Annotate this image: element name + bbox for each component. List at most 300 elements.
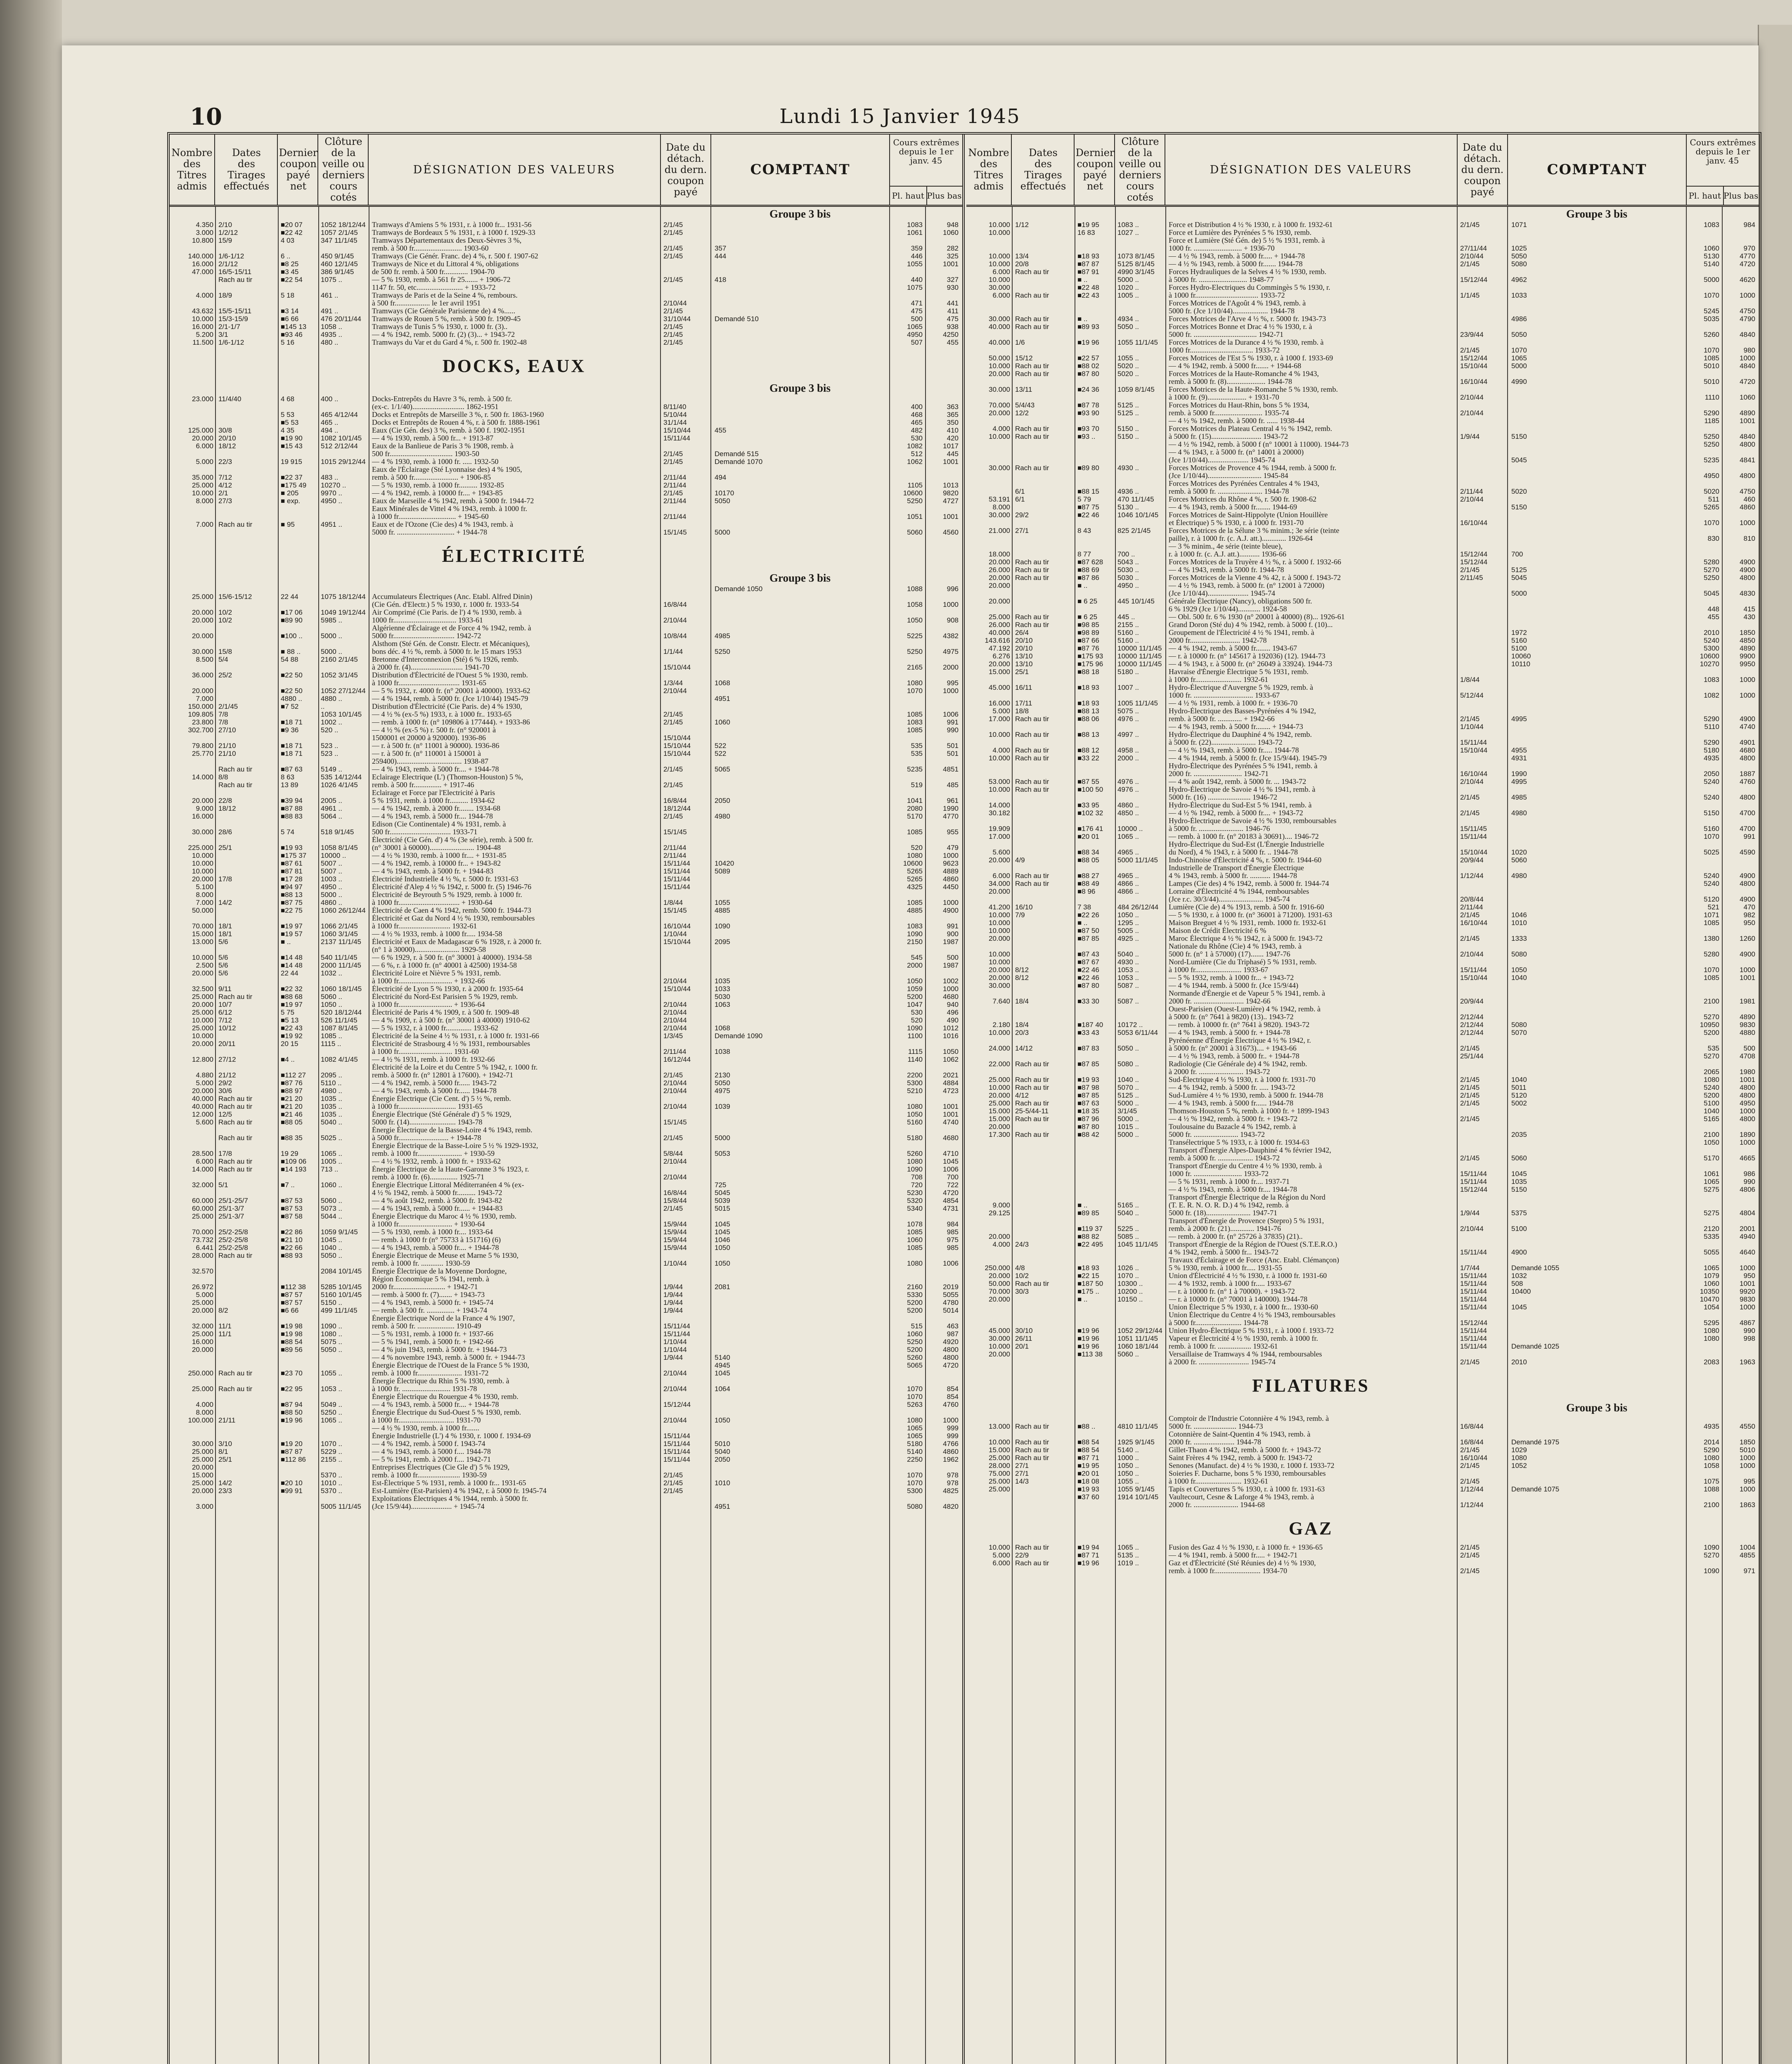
coupon-detach-date: 1/9/44 (663, 1291, 683, 1299)
year-high: 5225 (907, 632, 923, 640)
table-row (966, 440, 1759, 448)
comptant-price: 5011 (1511, 1084, 1527, 1091)
last-coupon: ■21 20 (281, 1095, 303, 1103)
table-row (966, 1037, 1759, 1044)
security-designation: (Jce 1/10/44)...................... 1945-74 (1169, 589, 1275, 597)
previous-close: 1053 .. (1117, 974, 1139, 982)
titres-count: 7.000 (196, 695, 213, 703)
security-designation: Tapis et Couvertures 5 % 1930, r. à 1000 fr. 1931-63 (1169, 1485, 1325, 1493)
titres-count: 26.972 (192, 1283, 213, 1291)
draw-dates: 17/8 (218, 875, 232, 883)
year-high: 530 (911, 434, 923, 442)
coupon-detach-date: 2/1/45 (1460, 221, 1480, 229)
group-label: Groupe 3 bis (1566, 208, 1628, 220)
security-designation: Versaillaise de Tramways 4 % 1944, remboursables (1169, 1350, 1322, 1358)
security-designation: Force et Distribution 4 ½ % 1930, r. à 1000 fr. 1932-61 (1169, 221, 1333, 229)
security-designation: à 1000 fr. (9)..................... + 1931-70 (1169, 393, 1279, 401)
year-low: 700 (947, 1173, 959, 1181)
year-low: 854 (947, 1385, 959, 1393)
security-designation: Groupement de l'Électricité 4 ½ % 1941, remb. à (1169, 629, 1314, 637)
year-low: 4890 (1740, 644, 1755, 652)
last-coupon: ■88 34 (1077, 848, 1099, 856)
security-designation: Forces Motrices de Provence 4 % 1944, remb. à 5000 fr. (1169, 464, 1337, 472)
year-high: 1082 (1704, 691, 1719, 699)
table-row (170, 1361, 962, 1369)
table-row (170, 395, 962, 403)
year-low: 4665 (1740, 1154, 1755, 1162)
previous-close: 445 .. (1117, 613, 1135, 621)
table-row (170, 844, 962, 852)
year-high: 5160 (907, 1118, 923, 1126)
year-high: 5100 (1704, 1099, 1719, 1107)
year-high: 708 (911, 1173, 923, 1181)
year-low: 4560 (943, 528, 959, 536)
comptant-price: 1010 (715, 1479, 730, 1487)
table-row (170, 1252, 962, 1259)
draw-dates: 21/11 (218, 1416, 236, 1424)
year-high: 5170 (907, 812, 923, 820)
group-label: Groupe 3 bis (769, 572, 831, 584)
table-row (170, 1259, 962, 1267)
year-low: 996 (947, 585, 959, 593)
last-coupon: ■87 88 (281, 805, 303, 812)
year-low: 350 (947, 419, 959, 426)
year-low: 5014 (943, 1307, 959, 1314)
comptant-price: 1068 (715, 1024, 730, 1032)
security-designation: Alsthom (Sté Gén. de Constr. Electr. et Mécaniques), (372, 640, 530, 648)
year-low: 2001 (1740, 1225, 1755, 1233)
comptant-price: 2130 (715, 1071, 730, 1079)
titres-count: 70.000 (192, 922, 213, 930)
table-row (170, 1032, 962, 1040)
table-row (966, 307, 1759, 315)
coupon-detach-date: 2/10/44 (1460, 393, 1484, 401)
last-coupon: ■ 205 (281, 489, 299, 497)
coupon-detach-date: 15/11/44 (1460, 1272, 1487, 1280)
titres-count: 30.000 (989, 511, 1010, 519)
titres-count: 47.192 (989, 644, 1010, 652)
last-coupon: ■18 93 (1077, 699, 1099, 707)
last-coupon: ■87 67 (1077, 958, 1099, 966)
security-designation: (Cie Gén. d'Electr.) 5 % 1930, r. 1000 fr. 1933-54 (372, 601, 519, 608)
security-designation: Électricité de Lyon 5 % 1930, r. à 2000 fr. 1935-64 (372, 985, 523, 993)
table-row (966, 1327, 1759, 1335)
last-coupon: ■88 97 (281, 1087, 303, 1095)
coupon-detach-date: 2/10/44 (663, 1103, 687, 1110)
security-designation: Énergie Électrique de la Basse-Loire 4 % 1943, remb. (372, 1126, 533, 1134)
coupon-detach-date: 2/1/45 (1460, 1044, 1480, 1052)
security-designation: — 4 ½ % 1942, remb. à 5000 fr. ...... 1938-44 (1169, 417, 1304, 425)
security-designation: 1000 fr. .......................... + 1936-70 (1169, 244, 1275, 252)
last-coupon: ■175 93 (1077, 652, 1103, 660)
column-header-tirages: Dates des Tirages effectués (1013, 135, 1075, 205)
year-low: 1001 (943, 260, 959, 268)
security-designation: à 1000 fr............................ 1932-61 (372, 922, 477, 930)
titres-count: 10.000 (192, 867, 213, 875)
year-high: 1078 (907, 1220, 923, 1228)
previous-close: 5225 .. (1117, 1225, 1139, 1233)
previous-close: 465 .. (321, 419, 339, 426)
titres-count: 30.000 (989, 386, 1010, 393)
draw-dates: Rach au tir (1015, 362, 1049, 370)
table-row (966, 589, 1759, 597)
column-header-nombre: Nombre des Titres admis (170, 135, 215, 205)
table-row (170, 221, 962, 229)
titres-count: 20.000 (989, 856, 1010, 864)
last-coupon: ■ exp. (281, 497, 301, 505)
draw-dates: 14/2 (218, 1479, 232, 1487)
table-row (966, 495, 1759, 503)
previous-close: 1040 .. (321, 1244, 342, 1252)
last-coupon: ■88 68 (281, 993, 303, 1001)
table-row (966, 644, 1759, 652)
security-designation: Force et Lumière (Sté Gén. de) 5 ½ % 1931, remb. à (1169, 237, 1325, 244)
year-high: 1080 (907, 679, 923, 687)
titres-count: 75.000 (989, 1470, 1010, 1477)
security-designation: 5000 fr. (Jce 1/10/44)................... 1944-78 (1169, 307, 1295, 315)
coupon-detach-date: 1/1/44 (663, 648, 683, 656)
coupon-detach-date: 2/1/45 (1460, 1076, 1480, 1084)
year-low: 930 (947, 284, 959, 291)
titres-count: 41.200 (989, 903, 1010, 911)
last-coupon: ■89 56 (281, 1346, 303, 1354)
table-row (170, 1495, 962, 1503)
security-designation: Lumière (Cie de) 4 % 1913, remb. à 500 fr. 1916-60 (1169, 903, 1324, 911)
comptant-price: 5002 (1511, 1099, 1527, 1107)
coupon-detach-date: 1/10/44 (663, 1346, 687, 1354)
year-low: 1000 (943, 899, 959, 907)
previous-close: 1090 .. (321, 1322, 342, 1330)
table-row (170, 703, 962, 710)
previous-close: 4950 .. (321, 497, 342, 505)
previous-close: 5053 6/11/44 (1117, 1029, 1158, 1037)
last-coupon: ■87 53 (281, 1205, 303, 1212)
year-low: 4382 (943, 632, 959, 640)
last-coupon: ■ 6 25 (1077, 597, 1098, 605)
draw-dates: 14/2 (218, 899, 232, 907)
titres-count: 60.000 (192, 1205, 213, 1212)
titres-count: 43.632 (192, 307, 213, 315)
year-low: 854 (947, 1393, 959, 1401)
year-high: 1080 (907, 852, 923, 859)
titres-count: 25.000 (192, 1448, 213, 1456)
year-high: 5250 (1704, 440, 1719, 448)
previous-close: 450 9/1/45 (321, 252, 354, 260)
security-designation: — 5 % 1930, r. à 1000 fr. (n° 36001 à 71200). 1931-63 (1169, 911, 1333, 919)
last-coupon: ■175 49 (281, 481, 307, 489)
coupon-detach-date: 2/1/45 (663, 338, 683, 346)
security-designation: — 5 % 1930, remb. à 561 fr 25....... + 1906-72 (372, 276, 511, 284)
year-high: 5200 (1704, 1091, 1719, 1099)
security-designation: — 5 % 1930, remb. à 1000 fr.......... 1932-85 (372, 481, 504, 489)
year-high: 10600 (1700, 652, 1719, 660)
last-coupon: ■87 80 (1077, 982, 1099, 989)
security-designation: et Électrique) 5 % 1930, r. à 1000 fr. 1931-70 (1169, 519, 1304, 527)
column-header-row (170, 135, 962, 207)
titres-count: 2.500 (196, 961, 213, 969)
year-high: 1041 (907, 797, 923, 805)
year-low: 971 (1743, 1567, 1755, 1575)
last-coupon: ■87 57 (281, 1299, 303, 1307)
security-designation: paille), r. à 1000 fr. (c. A.J. att.)............. 1926-64 (1169, 535, 1313, 542)
draw-dates: 12/5 (218, 1110, 232, 1118)
titres-count: 16.000 (989, 699, 1010, 707)
year-low: 1016 (943, 1032, 959, 1040)
table-row (170, 1110, 962, 1118)
security-designation: Nord-Lumière (Cie du Triphasé) 5 % 1931, remb. (1169, 958, 1317, 966)
year-high: 1115 (908, 1048, 923, 1056)
year-high: 471 (911, 299, 923, 307)
column-header-extremes (1687, 135, 1759, 205)
year-high: 1085 (907, 1244, 923, 1252)
coupon-detach-date: 16/8/44 (663, 797, 687, 805)
year-high: 5150 (1704, 809, 1719, 817)
table-row (170, 466, 962, 473)
comptant-price: 1050 (715, 1416, 730, 1424)
year-low: 4740 (943, 1118, 959, 1126)
table-row (966, 425, 1759, 433)
table-row (170, 1095, 962, 1103)
year-high: 1090 (907, 1024, 923, 1032)
previous-close: 1066 2/1/45 (321, 922, 358, 930)
previous-close: 1015 .. (1117, 1123, 1139, 1131)
security-designation: — 4 % 1944, remb. à 5000 fr. (Jce 15/9/44). 1945-79 (1169, 754, 1327, 762)
previous-close: 460 12/1/45 (321, 260, 358, 268)
year-low: 4800 (1740, 1084, 1755, 1091)
table-row (966, 433, 1759, 440)
titres-count: 225.000 (188, 844, 213, 852)
draw-dates: 13/4 (1015, 252, 1029, 260)
year-high: 1080 (907, 1103, 923, 1110)
year-low: 9830 (1740, 1021, 1755, 1029)
previous-close: 5000 .. (321, 648, 342, 656)
year-low: 4727 (943, 497, 959, 505)
titres-count: 10.000 (989, 731, 1010, 738)
titres-count: 10.000 (192, 1032, 213, 1040)
coupon-detach-date: 15/10/44 (663, 426, 691, 434)
year-high: 1058 (1704, 1462, 1719, 1470)
previous-close: 1005 .. (1117, 291, 1139, 299)
table-row (966, 386, 1759, 393)
previous-close: 5110 .. (321, 1079, 342, 1087)
year-high: 511 (1708, 495, 1719, 503)
security-designation: — 4 % 1942, remb. à 2000 fr........ 1934-68 (372, 805, 500, 812)
year-low: 984 (947, 1220, 959, 1228)
draw-dates: 18/12 (218, 805, 236, 812)
year-high: 5010 (1704, 362, 1719, 370)
titres-count: 40.000 (192, 1095, 213, 1103)
last-coupon: ■93 70 (1077, 425, 1099, 433)
titres-count: 10.000 (192, 954, 213, 961)
year-low: 9950 (1740, 660, 1755, 668)
security-designation: Forces Motrices de la Haute-Romanche 5 % 1930, remb. (1169, 386, 1338, 393)
year-high: 1083 (907, 718, 923, 726)
coupon-detach-date: 15/9/44 (663, 1220, 687, 1228)
security-designation: 5000 fr. ....................... 1944-73 (1169, 1423, 1263, 1430)
table-row (966, 456, 1759, 464)
previous-close: 1015 29/12/44 (321, 458, 366, 466)
year-low: 4720 (1740, 378, 1755, 386)
last-coupon: ■98 89 (1077, 629, 1099, 637)
year-low: 1000 (1740, 966, 1755, 974)
titres-count: 20.000 (192, 616, 213, 624)
security-designation: — 5 % 1932, remb. à 1000 fr... + 1943-72 (1169, 974, 1294, 982)
previous-close: 1053 .. (1117, 966, 1139, 974)
year-low: 485 (947, 781, 959, 789)
security-designation: Forces Motrices Bonne et Drac 4 ½ % 1930, r. à (1169, 323, 1312, 331)
table-row (170, 1165, 962, 1173)
last-coupon: ■22 50 (281, 687, 303, 695)
coupon-detach-date: 1/12/44 (1460, 1501, 1484, 1509)
coupon-detach-date: 2/1/45 (1460, 911, 1480, 919)
coupon-detach-date: 15/10/44 (663, 750, 691, 757)
titres-count: 32.570 (192, 1267, 213, 1275)
security-designation: — 4 % 1943, remb. à 5000 fr. + 1945-74 (372, 1299, 494, 1307)
previous-close: 5125 .. (1117, 409, 1139, 417)
titres-count: 20.000 (989, 966, 1010, 974)
previous-close: 1059 9/1/45 (321, 1228, 358, 1236)
year-high: 1065 (1704, 1264, 1719, 1272)
table-row (170, 757, 962, 765)
titres-count: 10.000 (989, 252, 1010, 260)
year-high: 1088 (1704, 1485, 1719, 1493)
table-row (966, 1350, 1759, 1358)
draw-dates: 22/8 (218, 797, 232, 805)
previous-close: 5040 .. (1117, 1209, 1139, 1217)
comptant-price: 1050 (1511, 966, 1527, 974)
previous-close: 10270 .. (321, 481, 346, 489)
year-low: 995 (1743, 1477, 1755, 1485)
year-high: 5300 (907, 1079, 923, 1087)
year-high: 5280 (1704, 950, 1719, 958)
year-high: 1085 (1704, 974, 1719, 982)
previous-close: 825 2/1/45 (1117, 527, 1151, 535)
security-designation: — remb. à 500 fr. ............... + 1943-74 (372, 1307, 488, 1314)
table-row (170, 663, 962, 671)
titres-count: 17.000 (989, 833, 1010, 840)
titres-count: 29.125 (989, 1209, 1010, 1217)
previous-close: 1046 10/1/45 (1117, 511, 1159, 519)
draw-dates: Rach au tir (1015, 433, 1049, 440)
draw-dates: Rach au tir (1015, 315, 1049, 323)
titres-count: 5.000 (992, 1551, 1010, 1559)
titres-count: 20.000 (989, 1233, 1010, 1240)
last-coupon: ■87 83 (1077, 1044, 1099, 1052)
previous-close: 5025 .. (321, 1134, 342, 1142)
coupon-detach-date: 2/1/45 (1460, 793, 1480, 801)
year-low: 4800 (1740, 754, 1755, 762)
coupon-detach-date: 2/11/44 (663, 844, 686, 852)
draw-dates: Rach au tir (1015, 731, 1049, 738)
comptant-price: Demandé 1050 (715, 585, 763, 593)
comptant-price: 4900 (1511, 1248, 1527, 1256)
table-row (170, 593, 962, 601)
titres-count: 4.000 (992, 1240, 1010, 1248)
security-designation: Électricité d'Alep 4 ½ % 1942, r. 5000 fr. (5) 1946-76 (372, 883, 532, 891)
security-designation: Électricité du Nord-Est Parisien 5 % 1929, remb. (372, 993, 518, 1001)
comptant-price: 1035 (715, 977, 730, 985)
security-designation: remb. à 500 fr. .................... 1910-49 (372, 1322, 481, 1330)
security-designation: (Jce 15/9/44)...................... + 1945-74 (372, 1503, 485, 1510)
year-high: 1105 (907, 481, 923, 489)
table-row (966, 754, 1759, 762)
draw-dates: 3/1 (218, 331, 228, 338)
security-designation: (Jce r.c. 30/3/44)........................ 1945-74 (1169, 895, 1290, 903)
table-row (966, 738, 1759, 746)
previous-close: 5030 .. (1117, 574, 1139, 582)
year-low: 4940 (1740, 1233, 1755, 1240)
table-row (170, 419, 962, 426)
column-header-plus-bas: Plus bas (1723, 186, 1759, 205)
last-coupon: ■99 91 (281, 1487, 303, 1495)
year-high: 507 (911, 338, 923, 346)
last-coupon: ■33 22 (1077, 754, 1099, 762)
year-high: 10470 (1700, 1295, 1719, 1303)
security-designation: Forces Motrices des Pyrénées Centrales 4 % 1943, (1169, 480, 1319, 488)
table-row (170, 852, 962, 859)
year-high: 5270 (1704, 1551, 1719, 1559)
table-row (966, 1462, 1759, 1470)
security-designation: Union Électrique 5 % 1930, r. à 1000 fr... 1930-60 (1169, 1303, 1318, 1311)
table-row (966, 1567, 1759, 1575)
coupon-detach-date: 2/1/45 (663, 252, 683, 260)
last-coupon: ■88 54 (1077, 1438, 1099, 1446)
year-low: 810 (1743, 535, 1755, 542)
security-designation: — 5 % 1932, r. à 1000 fr.............. 1933-62 (372, 1024, 498, 1032)
security-designation: à 1000 fr............................. + 1932-66 (372, 977, 485, 985)
year-low: 1001 (943, 458, 959, 466)
table-row (170, 1212, 962, 1220)
table-row (966, 848, 1759, 856)
coupon-detach-date: 15/11/44 (1460, 1280, 1487, 1288)
draw-dates: Rach au tir (1015, 778, 1049, 786)
security-designation: — 6 % 1929, r. à 500 fr. (n° 30001 à 40000). 1934-58 (372, 954, 532, 961)
titres-count: 12.000 (192, 1110, 213, 1118)
year-high: 5110 (1704, 723, 1719, 731)
draw-dates: 25/2-25/8 (218, 1228, 248, 1236)
draw-dates: 25/1-3/7 (218, 1205, 244, 1212)
security-designation: Union Hydro-Électrique 5 % 1931, r. à 1000 f. 1933-72 (1169, 1327, 1334, 1335)
table-row (966, 291, 1759, 299)
table-row (170, 1236, 962, 1244)
previous-close: 4930 .. (1117, 958, 1139, 966)
draw-dates: 25/1 (218, 844, 232, 852)
coupon-detach-date: 15/12/44 (1460, 550, 1488, 558)
security-designation: Gaz et d'Électricité (Sté Réunies de) 4 ½ % 1930, (1169, 1559, 1316, 1567)
security-designation: — 5 % 1932, r. 4000 fr. (n° 20001 à 40000). 1933-62 (372, 687, 530, 695)
previous-close: 1060 18/1/44 (1117, 1342, 1159, 1350)
security-designation: Hydro-Électrique des Pyrénées 5 % 1941, remb. à (1169, 762, 1318, 770)
previous-close: 2084 10/1/45 (321, 1267, 362, 1275)
security-designation: 5000 fr. (14)......................... 1943-78 (372, 1118, 483, 1126)
titres-count: 30.000 (989, 464, 1010, 472)
year-low: 1001 (943, 513, 959, 521)
coupon-detach-date: 20/9/44 (1460, 856, 1484, 864)
last-coupon: ■22 50 (281, 671, 303, 679)
coupon-detach-date: 2/1/45 (1460, 1154, 1480, 1162)
previous-close: 483 .. (321, 473, 339, 481)
security-designation: Électricité de Caen 4 % 1942, remb. 5000 fr. 1944-73 (372, 907, 531, 914)
draw-dates: 21/10 (218, 742, 236, 750)
comptant-price: 5050 (715, 497, 730, 505)
last-coupon: ■100 50 (1077, 786, 1103, 793)
comptant-price: 5089 (715, 867, 730, 875)
previous-close: 386 9/1/45 (321, 268, 354, 276)
last-coupon: ■98 85 (1077, 621, 1099, 629)
year-low: 955 (947, 828, 959, 836)
year-low: 1863 (1740, 1501, 1755, 1509)
year-high: 1065 (907, 1424, 923, 1432)
